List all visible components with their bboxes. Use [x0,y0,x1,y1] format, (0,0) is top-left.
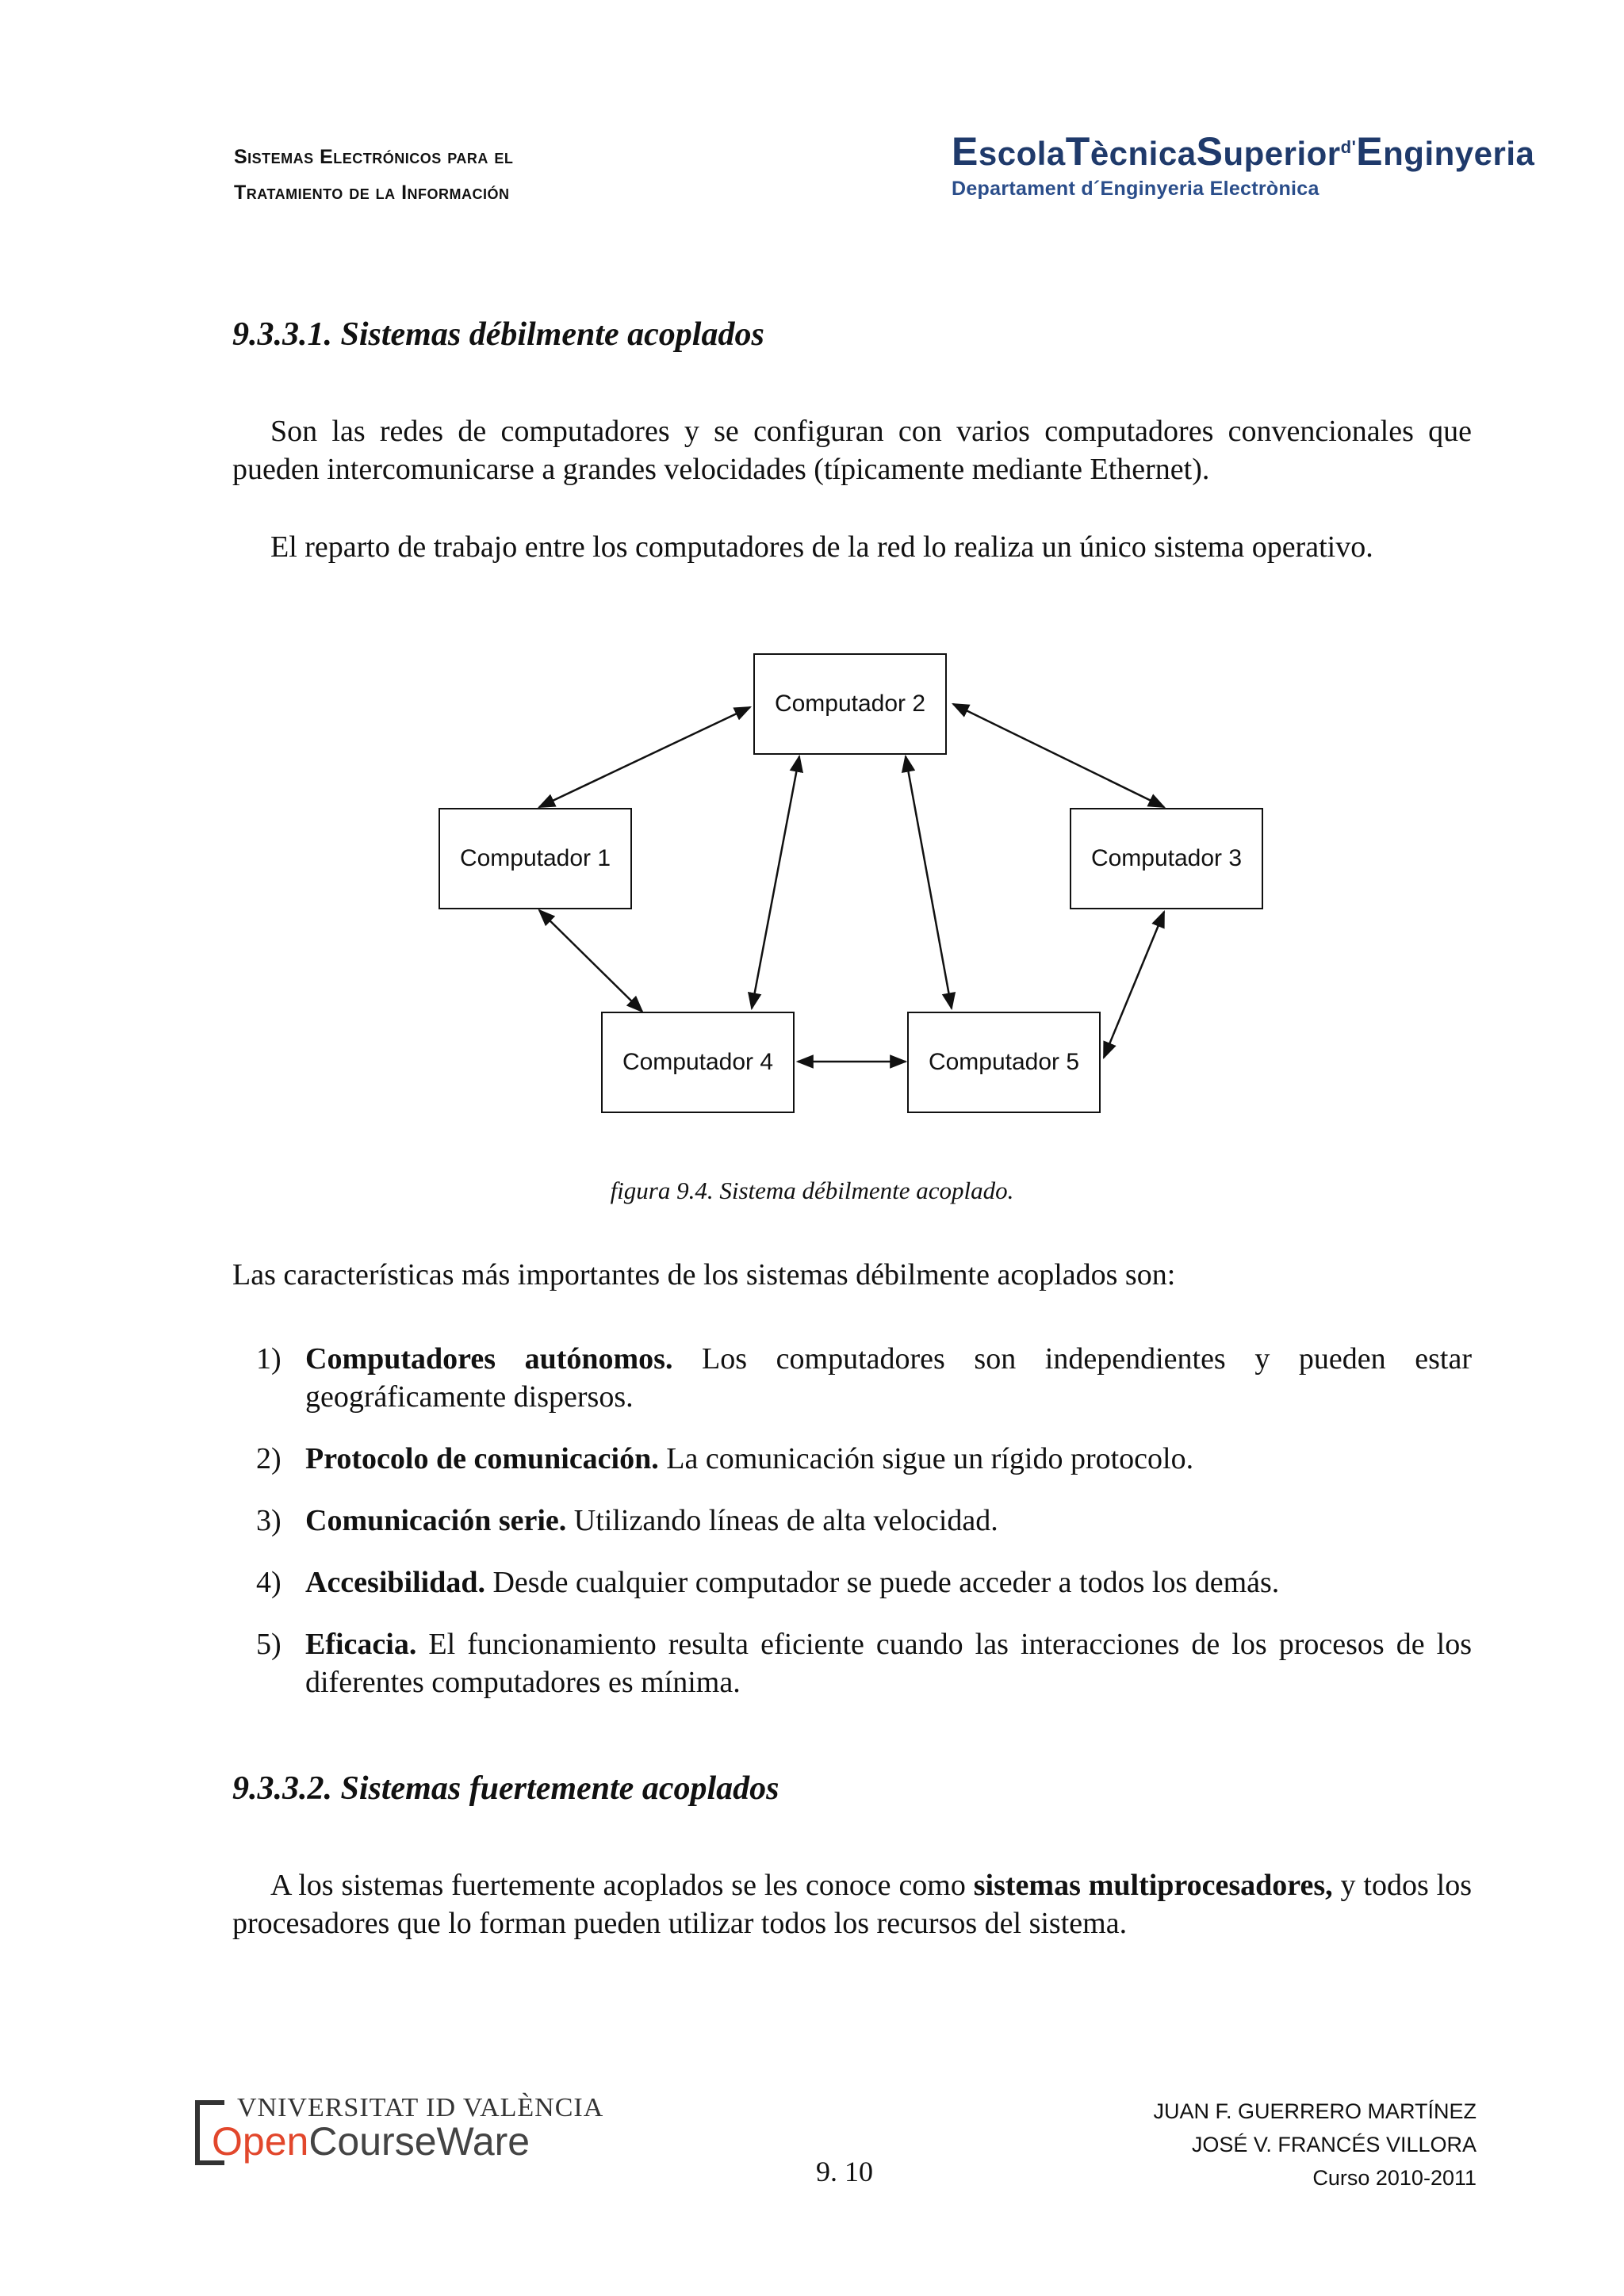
header-title-line2: Tratamiento de la Información [234,182,510,204]
list-item: 1) Computadores autónomos. Los computadores son independientes y pueden estar geográficamente dispersos. [256,1342,1472,1414]
link-1-4 [539,910,642,1012]
characteristics-intro: Las características más importantes de los sistemas débilmente acoplados son: [232,1258,1176,1292]
course-year: Curso 2010-2011 [1312,2166,1477,2190]
characteristics-list [232,1340,1472,1725]
etse-logo-line2: Departament d´Enginyeria Electrònica [952,178,1320,200]
opencourseware-wordmark: OpenCourseWare [212,2119,530,2164]
paragraph-work-distribution: El reparto de trabajo entre los computadores de la red lo realiza un único sistema operativo. [270,530,1373,564]
uv-university-name: VNIVERSITAT ID VALÈNCIA [237,2093,604,2122]
etse-logo-line1: EscolaTècnicaSuperior$^{d'}$Enginyeria [952,129,1535,174]
paragraph-networks: Son las redes de computadores y se configuran con varios computadores convencionales que pueden intercomunicarse a grandes velocidades (típicamente mediante Ethernet). [232,415,1472,486]
section-heading-tightly-coupled: 9.3.3.2. Sistemas fuertemente acoplados [232,1770,779,1807]
node-computador-3: Computador 3 [1070,808,1263,909]
figure-caption: figura 9.4. Sistema débilmente acoplado. [610,1177,1014,1204]
node-computador-2: Computador 2 [753,653,947,755]
node-computador-5: Computador 5 [907,1012,1101,1113]
document-header-title [234,140,513,211]
link-2-3 [953,704,1164,807]
list-item: 2) Protocolo de comunicación. La comunicación sigue un rígido protocolo. [256,1442,1194,1475]
paragraph-multiprocessors: A los sistemas fuertemente acoplados se les conoce como sistemas multiprocesadores, y todos los procesadores que lo forman pueden utilizar todos los recursos del sistema. [232,1869,1472,1940]
node-computador-1: Computador 1 [439,808,632,909]
link-3-5 [1104,912,1164,1058]
header-title-line1: Sistemas Electrónicos para el [234,146,514,168]
uv-opencourseware-logo [193,2093,603,2164]
author-1: JUAN F. GUERRERO MARTÍNEZ [1153,2099,1477,2123]
list-item: 5) Eficacia. El funcionamiento resulta eficiente cuando las interacciones de los procesos de los diferentes computadores es mínima. [256,1628,1472,1699]
etse-logo [952,128,1534,201]
uv-bracket-icon [193,2099,228,2166]
link-2-4 [752,756,799,1008]
author-2: JOSÉ V. FRANCÉS VILLORA [1191,2133,1477,2156]
list-item: 4) Accesibilidad. Desde cualquier computador se puede acceder a todos los demás. [256,1566,1280,1599]
section-heading-loosely-coupled: 9.3.3.1. Sistemas débilmente acoplados [232,316,764,353]
footer-authors [1153,2095,1477,2195]
page-number: 9. 10 [816,2156,873,2187]
node-computador-4: Computador 4 [601,1012,795,1113]
link-2-1 [539,707,750,807]
list-item: 3) Comunicación serie. Utilizando líneas de alta velocidad. [256,1504,998,1537]
link-2-5 [906,756,952,1008]
